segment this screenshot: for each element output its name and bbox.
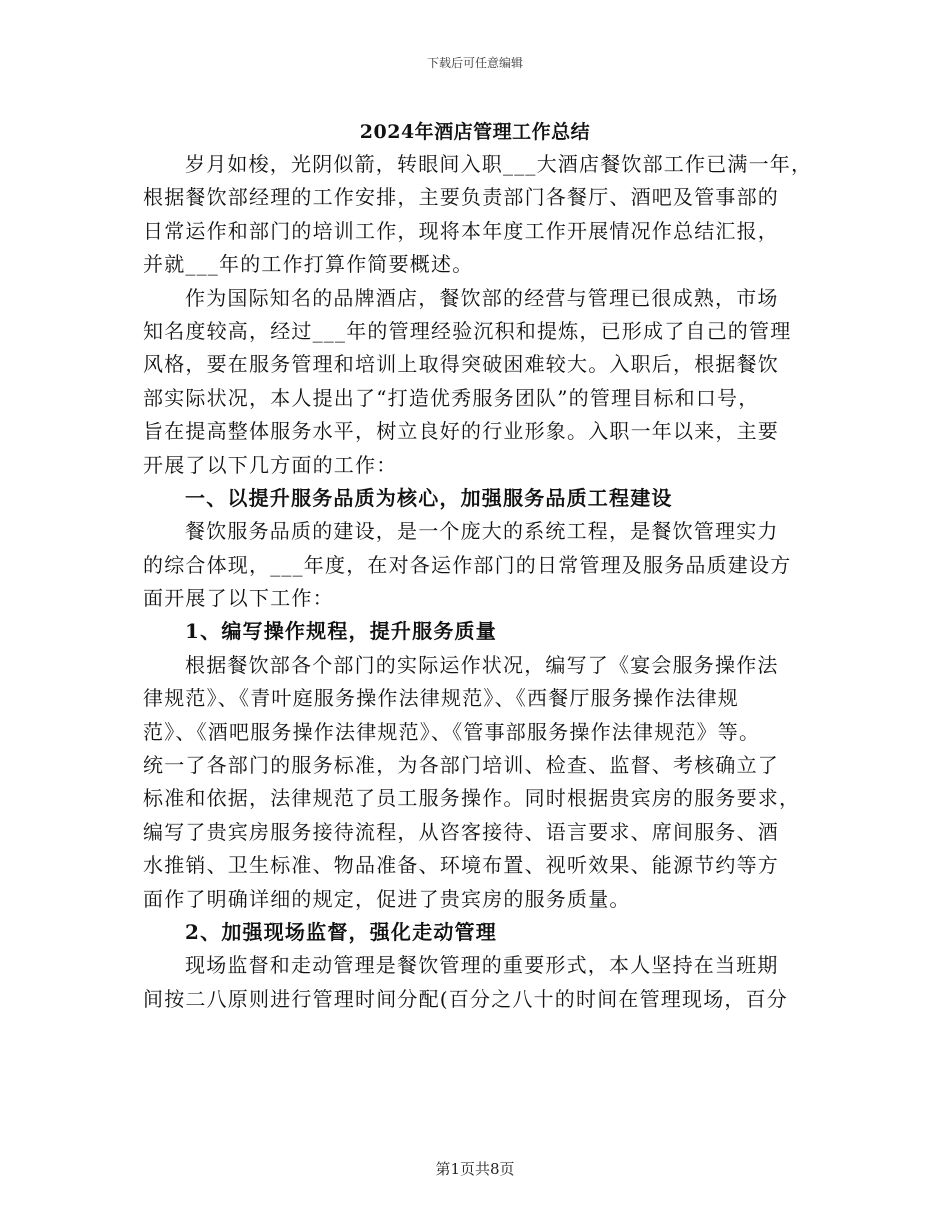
- body-line: 面作了明确详细的规定，促进了贵宾房的服务质量。: [143, 886, 631, 911]
- body-line: 现场监督和走动管理是餐饮管理的重要形式，本人坚持在当班期: [185, 953, 779, 978]
- body-line: 律规范》、《青叶庭服务操作法律规范》、《西餐厅服务操作法律规: [143, 686, 739, 711]
- body-line: 的综合体现，___年度，在对各运作部门的日常管理及服务品质建设方: [143, 552, 792, 577]
- body-line: 统一了各部门的服务标准，为各部门培训、检查、监督、考核确立了: [143, 753, 779, 778]
- document-body: [143, 148, 815, 1016]
- body-line: 餐饮服务品质的建设，是一个庞大的系统工程，是餐饮管理实力: [185, 519, 779, 544]
- body-line: 日常运作和部门的培训工作，现将本年度工作开展情况作总结汇报，: [143, 218, 779, 243]
- body-line: 水推销、卫生标准、物品准备、环境布置、视听效果、能源节约等方: [143, 853, 779, 878]
- body-line: 并就___年的工作打算作简要概述。: [143, 252, 474, 277]
- subsection-heading-2: 2、加强现场监督，强化走动管理: [185, 919, 497, 944]
- body-line: 标准和依据，法律规范了员工服务操作。同时根据贵宾房的服务要求，: [143, 786, 801, 811]
- body-line: 编写了贵宾房服务接待流程，从咨客接待、语言要求、席间服务、酒: [143, 819, 779, 844]
- subsection-heading-1: 1、编写操作规程，提升服务质量: [185, 619, 497, 644]
- body-line: 范》、《酒吧服务操作法律规范》、《管事部服务操作法律规范》等。: [143, 719, 761, 744]
- header-note: 下载后可任意编辑: [426, 56, 523, 70]
- body-line: 部实际状况，本人提出了“打造优秀服务团队”的管理目标和口号，: [143, 385, 760, 410]
- body-line: 作为国际知名的品牌酒店，餐饮部的经营与管理已很成熟，市场: [185, 285, 779, 310]
- body-line: 知名度较高，经过___年的管理经验沉积和提炼，已形成了自己的管理: [143, 318, 792, 343]
- page-number: 第1页共8页: [435, 1160, 515, 1178]
- document-title: 2024年酒店管理工作总结: [359, 121, 591, 143]
- body-line: 旨在提高整体服务水平，树立良好的行业形象。入职一年以来，主要: [143, 419, 779, 444]
- body-line: 开展了以下几方面的工作：: [143, 452, 398, 477]
- body-line: 岁月如梭，光阴似箭，转眼间入职___大酒店餐饮部工作已满一年，: [185, 152, 813, 176]
- body-line: 根据餐饮部经理的工作安排，主要负责部门各餐厅、酒吧及管事部的: [143, 185, 779, 210]
- section-heading-1: 一、以提升服务品质为核心，加强服务品质工程建设: [185, 485, 673, 510]
- body-line: 面开展了以下工作：: [143, 586, 334, 611]
- body-line: 根据餐饮部各个部门的实际运作状况，编写了《宴会服务操作法: [185, 652, 779, 677]
- body-line: 间按二八原则进行管理时间分配(百分之八十的时间在管理现场，百分: [143, 986, 789, 1011]
- body-line: 风格，要在服务管理和培训上取得突破困难较大。入职后，根据餐饮: [143, 352, 779, 377]
